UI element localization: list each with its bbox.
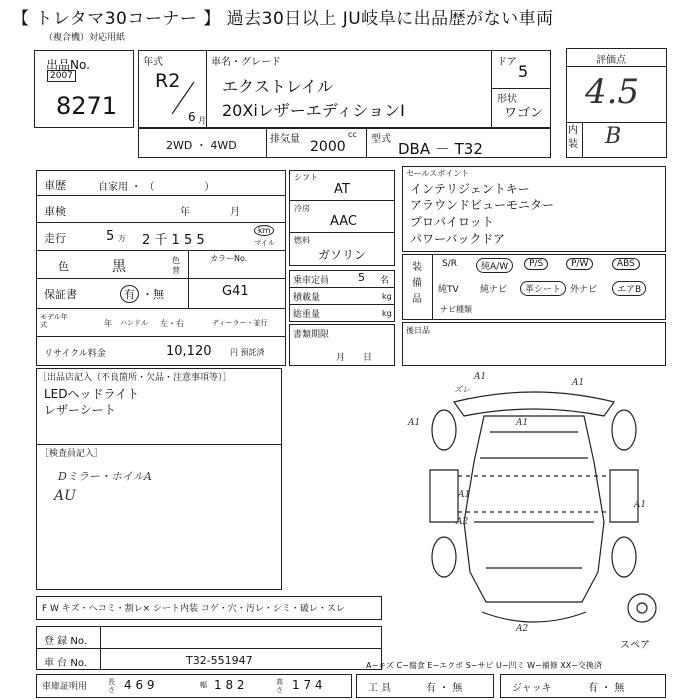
weight-label: 総重量 bbox=[293, 310, 321, 320]
equip-abs: ABS bbox=[612, 258, 640, 270]
record-value: 自家用 ・ （ ） bbox=[98, 182, 215, 193]
body-value: ワゴン bbox=[504, 106, 544, 121]
recycle-value: 10,120 bbox=[166, 344, 212, 359]
jack-value: 有 ・ 無 bbox=[588, 683, 625, 694]
hgt-label: 高さ bbox=[276, 678, 283, 694]
handle-value: 左・右 bbox=[160, 319, 184, 328]
mileage-label: 走行 bbox=[44, 232, 66, 245]
name-label: 車名・グレード bbox=[211, 57, 281, 68]
year-month: 6 bbox=[188, 110, 196, 124]
equip-tv: 純TV bbox=[438, 285, 459, 295]
warranty-label: 保証書 bbox=[44, 288, 77, 301]
inspection-label: 車検 bbox=[44, 205, 66, 218]
notes-line-2: レザーシート bbox=[44, 403, 116, 417]
notes-label: ［出品店記入（不良箇所・欠品・注意事項等）］ bbox=[38, 373, 232, 383]
doors-value: 5 bbox=[518, 62, 529, 81]
dealer-label: ディーラー・並行 bbox=[212, 319, 268, 327]
warranty-yes: 有 bbox=[120, 285, 139, 303]
recycle-unit: 円 預託済 bbox=[230, 348, 265, 357]
cert-label: 車庫証明用 bbox=[42, 682, 88, 692]
vehicle-name: エクストレイル bbox=[222, 77, 334, 96]
lot-number: 8271 bbox=[56, 92, 118, 120]
equip-navi: 純ナビ bbox=[480, 285, 508, 295]
inspector-line-2: AU bbox=[54, 488, 76, 504]
car-diagram bbox=[394, 372, 674, 642]
navi-type-label: ナビ種類 bbox=[440, 305, 472, 314]
sales-point-3: プロパイロット bbox=[410, 215, 494, 229]
expiry-value: 月 日 bbox=[336, 353, 373, 363]
cc-unit: cc bbox=[348, 130, 357, 139]
mileage-man: 5 bbox=[106, 229, 115, 244]
diagram-mark-5: A1 bbox=[458, 490, 471, 500]
color-label: 色 bbox=[58, 260, 69, 273]
interior-label: 内装 bbox=[568, 125, 578, 150]
lot-label: 出品No. bbox=[46, 58, 90, 72]
tools-label: 工 具 bbox=[368, 683, 392, 694]
model-value: DBA － T32 bbox=[398, 140, 483, 158]
fuel-value: ガソリン bbox=[318, 248, 367, 262]
hgt-value: 1 7 4 bbox=[292, 678, 323, 692]
body-label: 形状 bbox=[497, 94, 517, 105]
equip-ps: P/S bbox=[524, 258, 548, 270]
ac-value: AAC bbox=[330, 214, 357, 229]
notes-line-1: LEDヘッドライト bbox=[44, 387, 140, 401]
sales-point-4: パワーバックドア bbox=[410, 232, 506, 246]
weight-unit: kg bbox=[382, 309, 392, 318]
ac-label: 冷房 bbox=[294, 204, 310, 213]
len-label: 長さ bbox=[108, 678, 115, 694]
displacement-label: 排気量 bbox=[270, 134, 300, 145]
wid-label: 幅 bbox=[200, 681, 207, 689]
model-year-unit: 年 bbox=[104, 319, 112, 328]
diagram-mark-2: A1 bbox=[572, 378, 585, 388]
fw-row-text: F W キズ・ヘコミ・割レ× シート内装 コゲ・穴・汚レ・シミ・破レ・スレ bbox=[42, 604, 345, 614]
expiry-label: 書類期限 bbox=[293, 330, 330, 340]
capacity-unit: 名 bbox=[380, 276, 390, 286]
score-label: 評価点 bbox=[596, 55, 626, 66]
load-unit: kg bbox=[382, 292, 392, 301]
mile-unit: マイル bbox=[254, 239, 275, 247]
year-era: R2 bbox=[155, 70, 181, 92]
sales-points-label: セールスポイント bbox=[406, 169, 470, 178]
diagram-mark-4: A1 bbox=[516, 418, 529, 428]
score-value: 4.5 bbox=[585, 72, 640, 112]
doors-label: ドア bbox=[497, 57, 517, 68]
equip-airbag: エアB bbox=[612, 281, 646, 296]
reg-label: 登 録 No. bbox=[44, 636, 87, 647]
interior-value: B bbox=[605, 124, 622, 149]
equip-alloy: 純A/W bbox=[476, 258, 513, 273]
inspection-value: 年 月 bbox=[180, 207, 240, 218]
chassis-value: T32-551947 bbox=[186, 654, 253, 667]
equip-sr: S/R bbox=[442, 259, 457, 269]
lot-year-tag: 2007 bbox=[47, 70, 76, 82]
wid-value: 1 8 2 bbox=[214, 678, 245, 692]
load-label: 積載量 bbox=[293, 293, 321, 303]
shift-label: シフト bbox=[294, 173, 318, 182]
warranty-no: ・無 bbox=[142, 288, 164, 301]
recycle-label: リサイクル料金 bbox=[44, 349, 106, 359]
drive-value: 2WD ・ 4WD bbox=[166, 139, 237, 152]
damage-legend: A−キズ C−腐食 E−エクボ S−サビ U−凹ミ W−補修 XX−交換済 bbox=[366, 661, 602, 670]
model-year-label: モデル年式 bbox=[40, 313, 68, 329]
handle-label: ハンドル bbox=[120, 319, 148, 327]
diagram-mark-9: ズレ bbox=[454, 385, 470, 394]
shift-value: AT bbox=[334, 182, 350, 197]
record-label: 車歴 bbox=[44, 179, 66, 192]
equipment-label: 装備品 bbox=[412, 262, 422, 305]
diagram-mark-1: A1 bbox=[474, 372, 487, 382]
color-no-value: G41 bbox=[222, 284, 249, 299]
year-label: 年式 bbox=[143, 57, 163, 68]
color-no-label: カラーNo. bbox=[210, 254, 248, 263]
capacity-label: 乗車定員 bbox=[293, 276, 330, 286]
diagram-mark-7: A1 bbox=[634, 500, 647, 510]
sales-point-1: インテリジェントキー bbox=[410, 182, 530, 196]
year-month-unit: 月 bbox=[198, 116, 206, 125]
chassis-label: 車 台 No. bbox=[44, 658, 87, 669]
jack-label: ジャッキ bbox=[512, 683, 552, 694]
equip-ext-navi: 外ナビ bbox=[570, 285, 598, 295]
header-banner: 【 トレタマ30コーナー 】 過去30日以上 JU岐阜に出品歴がない車両 bbox=[12, 9, 554, 29]
inspector-label: ［検査員記入］ bbox=[40, 449, 104, 459]
later-items-box bbox=[402, 322, 666, 366]
mileage-man-unit: 万 bbox=[118, 234, 126, 243]
inspector-line-1: Dミラー・ホイルA bbox=[58, 470, 152, 483]
fuel-label: 燃料 bbox=[294, 236, 310, 245]
mileage-digits: 2 千 1 5 5 bbox=[142, 233, 205, 248]
diagram-mark-3: A1 bbox=[408, 418, 421, 428]
vehicle-grade: 20XiレザーエディションI bbox=[222, 101, 405, 120]
spare-label: スペア bbox=[620, 640, 650, 651]
color-value: 黒 bbox=[112, 259, 126, 275]
tools-value: 有 ・ 無 bbox=[426, 683, 463, 694]
form-note: （複合機）対応用紙 bbox=[44, 33, 126, 43]
diagram-mark-8: A2 bbox=[516, 624, 529, 634]
equip-leather: 革シート bbox=[520, 281, 566, 296]
sales-point-2: アラウンドビューモニター bbox=[410, 198, 555, 212]
equip-pw: P/W bbox=[566, 258, 593, 270]
km-unit: km bbox=[254, 225, 274, 236]
displacement-value: 2000 bbox=[310, 139, 346, 155]
capacity-value: 5 bbox=[358, 271, 365, 284]
year-slash bbox=[164, 78, 204, 118]
len-value: 4 6 9 bbox=[124, 678, 155, 692]
diagram-mark-6: A2 bbox=[456, 517, 469, 527]
color-change-label: 色替 bbox=[172, 256, 180, 275]
model-label: 型式 bbox=[371, 134, 391, 145]
later-items-label: 後日品 bbox=[406, 326, 430, 335]
